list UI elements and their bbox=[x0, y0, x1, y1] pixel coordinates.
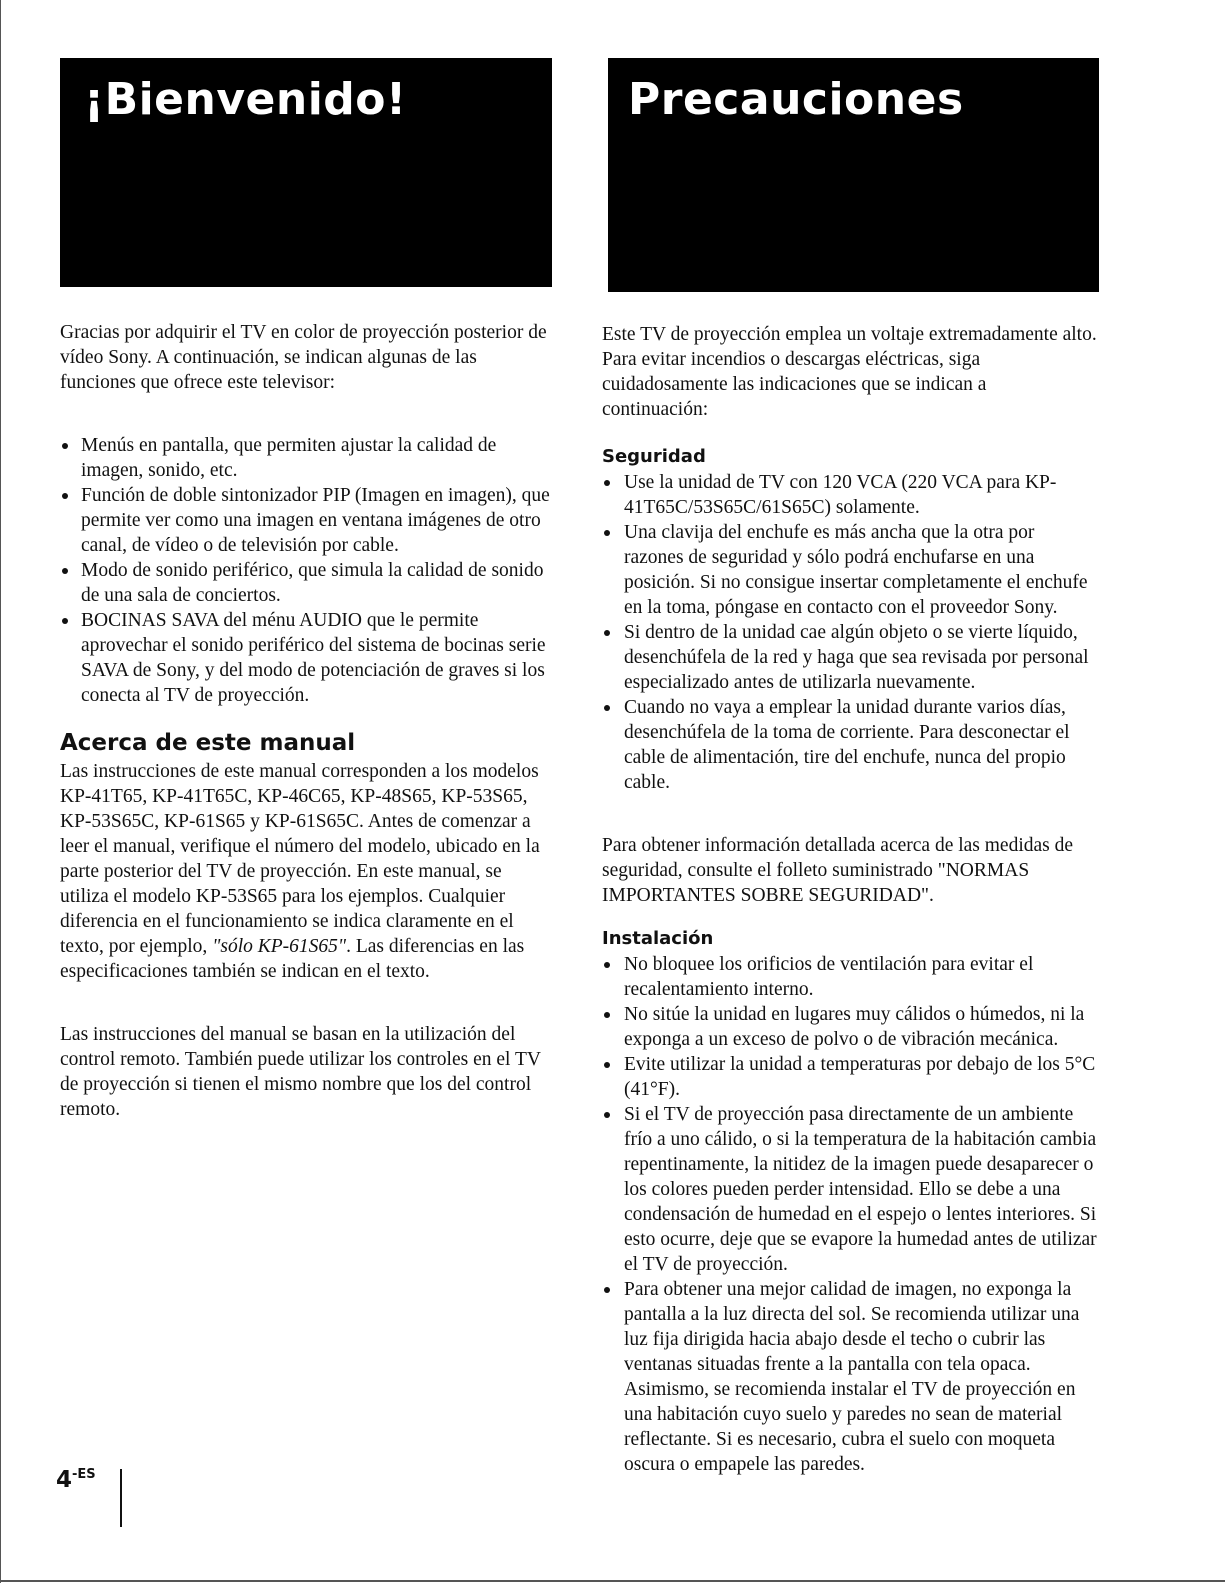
list-item: Si dentro de la unidad cae algún objeto o se vierte líquido, desenchúfela de la red y haga que sea revisada por personal especializado antes de utilizarla nuevamente. bbox=[602, 620, 1097, 695]
manual-paragraph-2: Las instrucciones del manual se basan en la utilización del control remoto. También puede utilizar los controles en el TV de proyección si tienen el mismo nombre que los del control remoto. bbox=[60, 1024, 541, 1120]
precautions-column bbox=[602, 322, 1097, 1477]
manual-paragraph-1 bbox=[60, 759, 550, 984]
list-item: Cuando no vaya a emplear la unidad durante varios días, desenchúfela de la toma de corriente. Para desconectar el cable de alimentación, tire del enchufe, nunca del propio cable. bbox=[602, 695, 1097, 795]
feature-list bbox=[60, 433, 550, 708]
precautions-title: Precauciones bbox=[628, 74, 964, 125]
precautions-header bbox=[608, 58, 1099, 292]
safety-heading: Seguridad bbox=[602, 446, 706, 467]
list-item: Use la unidad de TV con 120 VCA (220 VCA para KP-41T65C/53S65C/61S65C) solamente. bbox=[602, 470, 1097, 520]
installation-list bbox=[602, 952, 1097, 1477]
list-item: Para obtener una mejor calidad de imagen, no exponga la pantalla a la luz directa del sol. Se recomienda utilizar una luz fija dirigida hacia abajo desde el techo o cubrir las ventanas situadas frente a la pantalla con tela opaca. Asimismo, se recomienda instalar el TV de proyección en una habitación cuyo suelo y paredes no sean de material reflectante. Si es necesario, cubra el suelo con moqueta oscura o empapele las paredes. bbox=[602, 1277, 1097, 1477]
welcome-title: ¡Bienvenido! bbox=[84, 74, 407, 125]
manual-paragraph-1-text: Las instrucciones de este manual corresponden a los modelos KP-41T65, KP-41T65C, KP-46C65, KP-48S65, KP-53S65, KP-53S65C, KP-61S65 y KP-61S65C. Antes de comenzar a leer el manual, verifique el número del modelo, ubicado en la parte posterior del TV de proyección. En este manual, se utiliza el modelo KP-53S65 para los ejemplos. Cualquier diferencia en el funcionamiento se indica claramente en el texto, por ejemplo, bbox=[60, 761, 540, 957]
page-language-suffix: -ES bbox=[72, 1467, 96, 1482]
welcome-column bbox=[60, 320, 550, 1122]
page-number bbox=[56, 1468, 96, 1492]
list-item: BOCINAS SAVA del ménu AUDIO que le permite aprovechar el sonido periférico del sistema de bocinas serie SAVA de Sony, y del modo de potenciación de graves si los conecta al TV de proyección. bbox=[60, 608, 550, 708]
safety-list bbox=[602, 470, 1097, 795]
scan-edge-left bbox=[0, 0, 1, 1583]
manual-paragraph-1-end: . Las diferencias en las especificaciones también se indican en el texto. bbox=[60, 936, 525, 982]
list-item: Función de doble sintonizador PIP (Imagen en imagen), que permite ver como una imagen en ventana imágenes de otro canal, de vídeo o de televisión por cable. bbox=[60, 483, 550, 558]
list-item: No bloquee los orificios de ventilación para evitar el recalentamiento interno. bbox=[602, 952, 1097, 1002]
list-item: Modo de sonido periférico, que simula la calidad de sonido de una sala de conciertos. bbox=[60, 558, 550, 608]
installation-heading: Instalación bbox=[602, 928, 714, 949]
manual-heading: Acerca de este manual bbox=[60, 730, 356, 756]
footer-divider bbox=[120, 1469, 122, 1527]
welcome-header bbox=[60, 58, 552, 287]
safety-note: Para obtener información detallada acerca de las medidas de seguridad, consulte el folleto suministrado "NORMAS IMPORTANTES SOBRE SEGURIDAD". bbox=[602, 835, 1074, 906]
welcome-intro: Gracias por adquirir el TV en color de proyección posterior de vídeo Sony. A continuación, se indican algunas de las funciones que ofrece este televisor: bbox=[60, 322, 547, 393]
manual-example-model: "sólo KP-61S65" bbox=[212, 936, 347, 957]
list-item: Evite utilizar la unidad a temperaturas por debajo de los 5°C (41°F). bbox=[602, 1052, 1097, 1102]
scan-edge-bottom bbox=[0, 1580, 1225, 1582]
precautions-intro: Este TV de proyección emplea un voltaje extremadamente alto. Para evitar incendios o descargas eléctricas, siga cuidadosamente las indicaciones que se indican a continuación: bbox=[602, 324, 1097, 420]
list-item: Menús en pantalla, que permiten ajustar la calidad de imagen, sonido, etc. bbox=[60, 433, 550, 483]
page-number-value: 4 bbox=[56, 1467, 73, 1493]
list-item: No sitúe la unidad en lugares muy cálidos o húmedos, ni la exponga a un exceso de polvo o de vibración mecánica. bbox=[602, 1002, 1097, 1052]
list-item: Una clavija del enchufe es más ancha que la otra por razones de seguridad y sólo podrá enchufarse en una posición. Si no consigue insertar completamente el enchufe en la toma, póngase en contacto con el proveedor Sony. bbox=[602, 520, 1097, 620]
list-item: Si el TV de proyección pasa directamente de un ambiente frío a uno cálido, o si la temperatura de la habitación cambia repentinamente, la nitidez de la imagen puede desaparecer o los colores pueden perder intensidad. Ello se debe a una condensación de humedad en el espejo o lentes interiores. Si esto ocurre, deje que se evapore la humedad antes de utilizar el TV de proyección. bbox=[602, 1102, 1097, 1277]
